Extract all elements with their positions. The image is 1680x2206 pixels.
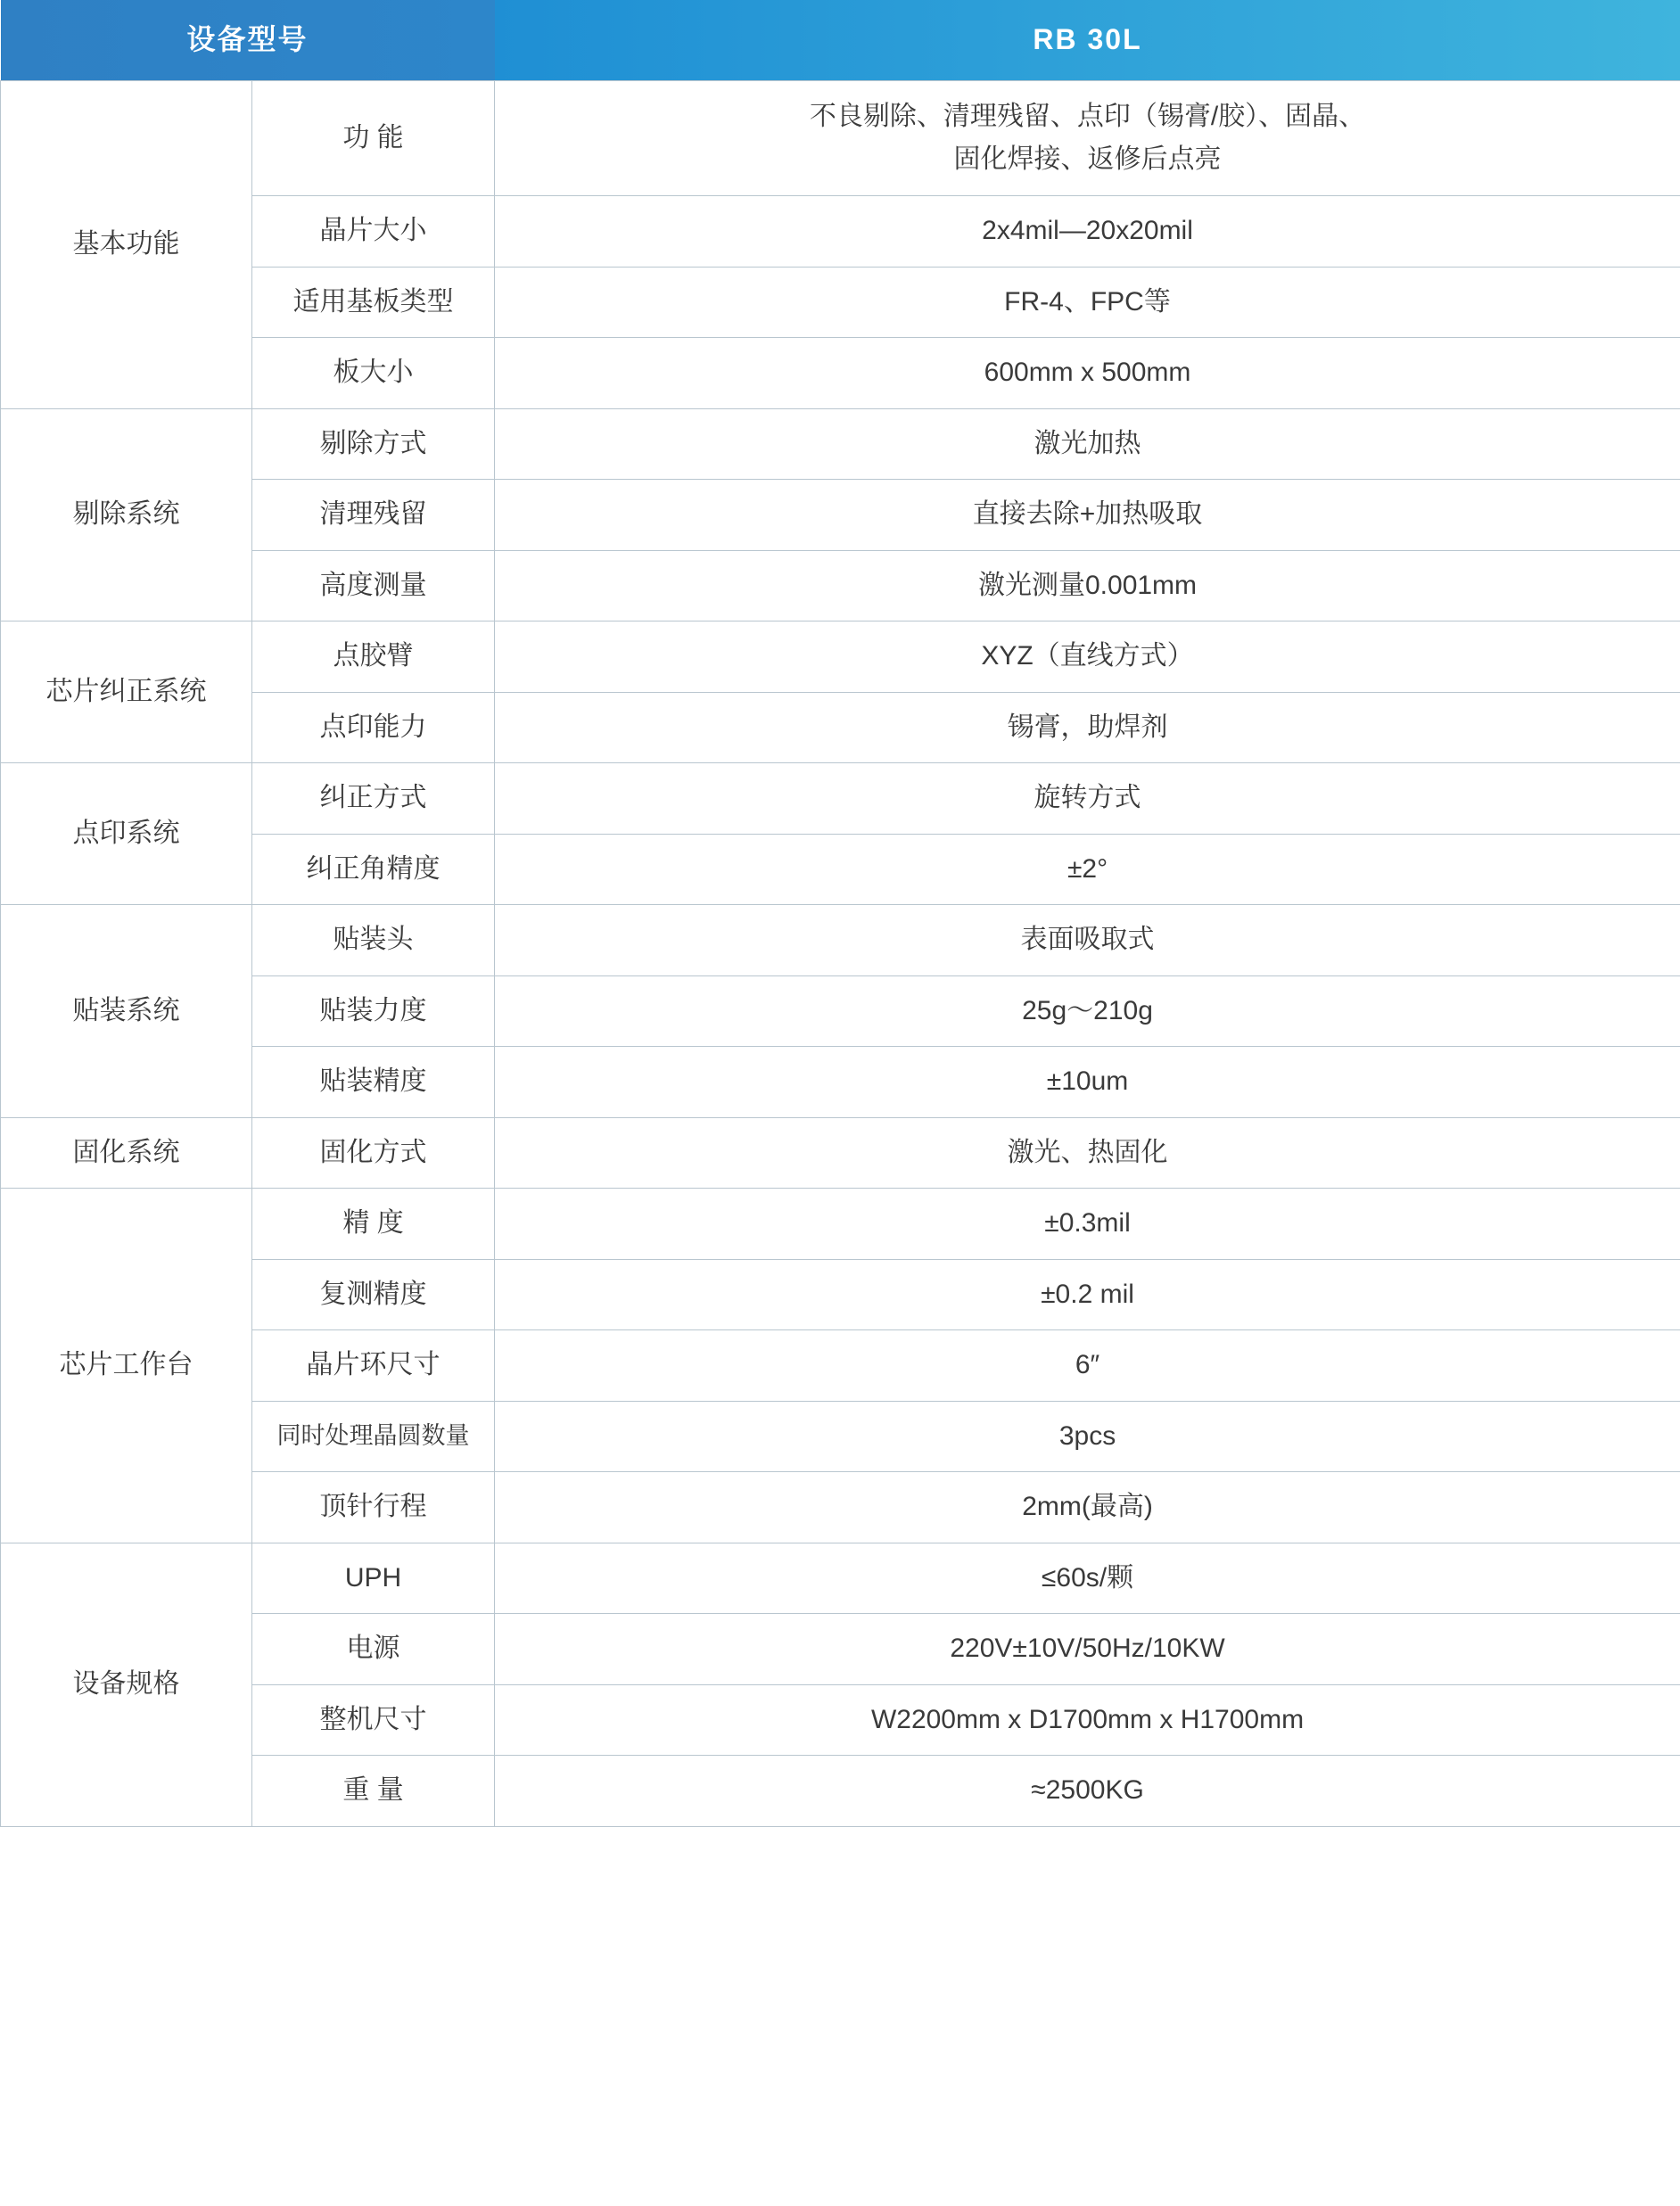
row-param-label: 板大小: [252, 338, 495, 409]
table-row: [1, 1614, 1680, 1685]
row-param-label: 剔除方式: [252, 408, 495, 480]
row-param-label: 功 能: [252, 81, 495, 196]
table-row: [1, 763, 1680, 835]
table-row: [1, 81, 1680, 196]
table-row: [1, 1330, 1680, 1402]
row-value: 6″: [495, 1330, 1680, 1402]
table-row: [1, 1401, 1680, 1472]
row-param-label: 点胶臂: [252, 621, 495, 693]
row-group-label: 设备规格: [1, 1543, 252, 1826]
table-row: [1, 1472, 1680, 1543]
row-group-label: 芯片工作台: [1, 1189, 252, 1543]
table-row: [1, 1756, 1680, 1827]
table-header-row: [1, 0, 1680, 81]
row-param-label: 贴装头: [252, 905, 495, 976]
table-row: [1, 408, 1680, 480]
row-param-label: 顶针行程: [252, 1472, 495, 1543]
row-value: ±10um: [495, 1047, 1680, 1118]
row-param-label: 适用基板类型: [252, 267, 495, 338]
row-value: 直接去除+加热吸取: [495, 480, 1680, 551]
row-param-label: 晶片大小: [252, 196, 495, 268]
row-value: 激光测量0.001mm: [495, 550, 1680, 621]
row-value: 激光、热固化: [495, 1117, 1680, 1189]
row-param-label: 复测精度: [252, 1259, 495, 1330]
table-body: [1, 0, 1680, 1826]
row-group-label: 固化系统: [1, 1117, 252, 1189]
row-param-label: 晶片环尺寸: [252, 1330, 495, 1402]
row-value: 220V±10V/50Hz/10KW: [495, 1614, 1680, 1685]
row-value-line: 固化焊接、返修后点亮: [953, 144, 1222, 174]
row-param-label: 清理残留: [252, 480, 495, 551]
row-group-label: 剔除系统: [1, 408, 252, 621]
row-value: 2mm(最高): [495, 1472, 1680, 1543]
row-value: 激光加热: [495, 408, 1680, 480]
row-param-label: 同时处理晶圆数量: [252, 1401, 495, 1472]
row-param-label: 纠正角精度: [252, 834, 495, 905]
table-row: [1, 692, 1680, 763]
row-group-label: 点印系统: [1, 763, 252, 905]
row-value: ±2°: [495, 834, 1680, 905]
row-param-label: 固化方式: [252, 1117, 495, 1189]
row-value: 旋转方式: [495, 763, 1680, 835]
table-row: [1, 1189, 1680, 1260]
row-value: FR-4、FPC等: [495, 267, 1680, 338]
header-model-value: RB 30L: [495, 0, 1680, 81]
row-value: 600mm x 500mm: [495, 338, 1680, 409]
table-row: [1, 834, 1680, 905]
row-value: W2200mm x D1700mm x H1700mm: [495, 1684, 1680, 1756]
table-row: [1, 338, 1680, 409]
row-param-label: UPH: [252, 1543, 495, 1614]
row-param-label: 贴装精度: [252, 1047, 495, 1118]
table-row: [1, 1117, 1680, 1189]
row-param-label: 点印能力: [252, 692, 495, 763]
row-group-label: 基本功能: [1, 81, 252, 409]
row-param-label: 贴装力度: [252, 975, 495, 1047]
row-value: ±0.2 mil: [495, 1259, 1680, 1330]
row-param-label: 电源: [252, 1614, 495, 1685]
table-row: [1, 480, 1680, 551]
row-value: ≈2500KG: [495, 1756, 1680, 1827]
table-row: [1, 267, 1680, 338]
table-row: [1, 196, 1680, 268]
row-value: ≤60s/颗: [495, 1543, 1680, 1614]
table-row: [1, 975, 1680, 1047]
table-row: [1, 1047, 1680, 1118]
header-model-label: 设备型号: [1, 0, 495, 81]
table-row: [1, 1543, 1680, 1614]
row-value: XYZ（直线方式）: [495, 621, 1680, 693]
table-row: [1, 1684, 1680, 1756]
row-param-label: 精 度: [252, 1189, 495, 1260]
table-row: [1, 550, 1680, 621]
row-param-label: 纠正方式: [252, 763, 495, 835]
row-value: ±0.3mil: [495, 1189, 1680, 1260]
table-row: [1, 905, 1680, 976]
row-value: [495, 81, 1680, 196]
row-value: 2x4mil—20x20mil: [495, 196, 1680, 268]
row-group-label: 芯片纠正系统: [1, 621, 252, 763]
row-param-label: 重 量: [252, 1756, 495, 1827]
row-value: 表面吸取式: [495, 905, 1680, 976]
row-param-label: 高度测量: [252, 550, 495, 621]
row-value: 3pcs: [495, 1401, 1680, 1472]
row-group-label: 贴装系统: [1, 905, 252, 1118]
row-param-label: 整机尺寸: [252, 1684, 495, 1756]
table-row: [1, 621, 1680, 693]
row-value: 锡膏，助焊剂: [495, 692, 1680, 763]
row-value-line: 不良剔除、清理残留、点印（锡膏/胶）、固晶、: [809, 102, 1366, 131]
row-value: 25g～210g: [495, 975, 1680, 1047]
table-row: [1, 1259, 1680, 1330]
